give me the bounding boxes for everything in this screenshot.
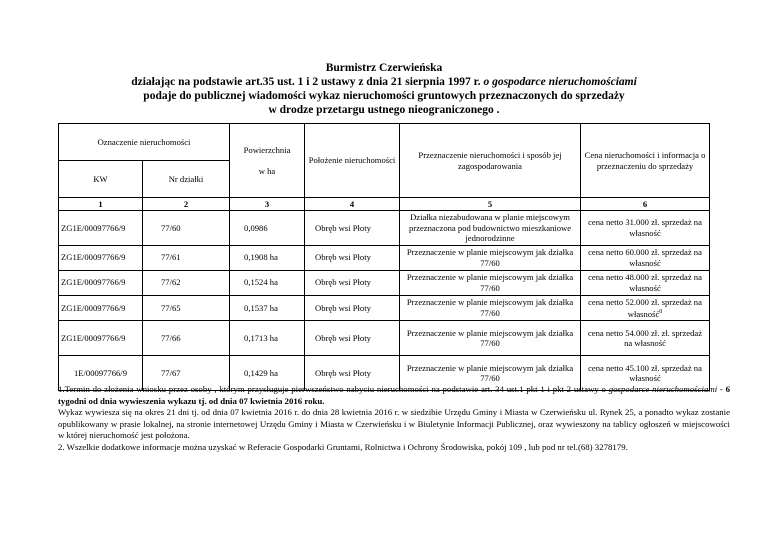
table-row (59, 245, 710, 270)
cell-cena-sup: 0 (659, 309, 663, 315)
property-table (58, 123, 710, 391)
header-powierzchnia-unit: w ha (258, 165, 276, 176)
header-powierzchnia (230, 124, 305, 198)
note-1-separator: - (717, 384, 726, 394)
cell-nr: 77/65 (143, 295, 230, 321)
cell-powierzchnia: 0,1908 ha (230, 245, 305, 270)
cell-polozenie: Obręb wsi Płoty (305, 245, 400, 270)
cell-cena (581, 295, 710, 321)
cell-polozenie: Obręb wsi Płoty (305, 211, 400, 246)
note-posting: Wykaz wywiesza się na okres 21 dni tj. od dnia 07 kwietnia 2016 r. do dnia 28 kwietnia 2016 r. w siedzibie Urzędu Gminy i Miasta w Czerwieńsku ul. Rynek 25, a ponadto wykaz zostanie opublikowany w prasie lokalnej, na stronie internetowej Urzędu Gminy i Miasta w Czerwieńsku i w Biuletynie Informacji Publicznej, oraz wywieszony na tablicy ogłoszeń w miejscowości w której nieruchomość jest położona. (58, 407, 730, 440)
title-line-2-act: o gospodarce nieruchomościami (483, 76, 637, 88)
cell-cena: cena netto 54.000 zł. zł. sprzedaż na własność (581, 321, 710, 356)
cell-cena: cena netto 48.000 zł. sprzedaż na własność (581, 270, 710, 295)
cell-przeznaczenie: Działka niezabudowana w planie miejscowym przeznaczona pod budownictwo mieszkaniowe jednorodzinne (400, 211, 581, 246)
column-number: 1 (59, 198, 143, 211)
table-row (59, 270, 710, 295)
header-polozenie: Położenie nieruchomości (305, 124, 400, 198)
cell-kw: ZG1E/00097766/9 (59, 245, 143, 270)
note-1 (58, 384, 730, 407)
header-przeznaczenie: Przeznaczenie nieruchomości i sposób jej zagospodarowania (400, 124, 581, 198)
cell-cena: cena netto 45.100 zł. sprzedaż na własność (581, 356, 710, 391)
column-number: 6 (581, 198, 710, 211)
cell-kw: ZG1E/00097766/9 (59, 321, 143, 356)
column-number: 2 (143, 198, 230, 211)
column-number: 3 (230, 198, 305, 211)
cell-przeznaczenie: Przeznaczenie w planie miejscowym jak działka 77/60 (400, 270, 581, 295)
title-line-2-text: działając na podstawie art.35 ust. 1 i 2 ustawy z dnia 21 sierpnia 1997 r. (131, 76, 481, 88)
cell-polozenie: Obręb wsi Płoty (305, 321, 400, 356)
header-oznaczenie: Oznaczenie nieruchomości (59, 124, 230, 161)
cell-nr: 77/60 (143, 211, 230, 246)
table-row (59, 321, 710, 356)
cell-nr: 77/62 (143, 270, 230, 295)
cell-nr: 77/66 (143, 321, 230, 356)
note-1-text: 1.Termin do złożenia wniosku przez osoby , którym przysługuje pierwszeństwo nabyciu nieruchomości na podstawie art. 34 ust.1 pkt 1 i pkt 2 ustawy o (58, 384, 606, 394)
notes (58, 384, 730, 453)
table-row (59, 211, 710, 246)
note-1-act: gospodarce nieruchomościami (608, 384, 718, 394)
cell-cena-text: cena netto 52.000 zł. sprzedaż na własność (588, 296, 702, 319)
header-nr-dzialki: Nr działki (143, 161, 230, 198)
cell-cena: cena netto 31.000 zł. sprzedaż na własność (581, 211, 710, 246)
title-line-4: w drodze przetargu ustnego nieograniczonego . (268, 104, 500, 116)
header-cena: Cena nieruchomości i informacja o przeznaczeniu do sprzedaży (581, 124, 710, 198)
cell-przeznaczenie: Przeznaczenie w planie miejscowym jak działka 77/60 (400, 245, 581, 270)
cell-kw: ZG1E/00097766/9 (59, 295, 143, 321)
document-title (0, 61, 768, 117)
cell-nr: 77/67 (143, 356, 230, 391)
header-kw: KW (59, 161, 143, 198)
cell-polozenie: Obręb wsi Płoty (305, 270, 400, 295)
cell-kw: ZG1E/00097766/9 (59, 211, 143, 246)
column-number-row (59, 198, 710, 211)
cell-polozenie: Obręb wsi Płoty (305, 356, 400, 391)
table-row (59, 295, 710, 321)
cell-powierzchnia: 0,0986 (230, 211, 305, 246)
cell-kw: 1E/00097766/9 (59, 356, 143, 391)
cell-kw: ZG1E/00097766/9 (59, 270, 143, 295)
cell-powierzchnia: 0,1524 ha (230, 270, 305, 295)
header-powierzchnia-label: Powierzchnia (243, 145, 291, 155)
column-number: 4 (305, 198, 400, 211)
cell-powierzchnia: 0,1429 ha (230, 356, 305, 391)
cell-powierzchnia: 0,1537 ha (230, 295, 305, 321)
title-line-3: podaje do publicznej wiadomości wykaz nieruchomości gruntowych przeznaczonych do sprzedaży (143, 90, 625, 102)
header-row (59, 124, 710, 161)
cell-polozenie: Obręb wsi Płoty (305, 295, 400, 321)
title-line-2 (0, 75, 768, 89)
title-line-1: Burmistrz Czerwieńska (325, 62, 443, 74)
cell-przeznaczenie: Przeznaczenie w planie miejscowym jak działka 77/60 (400, 356, 581, 391)
note-1-deadline: 6 tygodni od dnia wywieszenia wykazu tj. od dnia 07 kwietnia 2016 roku. (58, 384, 731, 406)
cell-powierzchnia: 0,1713 ha (230, 321, 305, 356)
cell-przeznaczenie: Przeznaczenie w planie miejscowym jak działka 77/60 (400, 321, 581, 356)
cell-nr: 77/61 (143, 245, 230, 270)
cell-przeznaczenie: Przeznaczenie w planie miejscowym jak działka 77/60 (400, 295, 581, 321)
note-2: 2. Wszelkie dodatkowe informacje można uzyskać w Referacie Gospodarki Gruntami, Rolnictwa i Ochrony Środowiska, pokój 109 , lub pod nr tel.(68) 3278179. (58, 441, 628, 452)
column-number: 5 (400, 198, 581, 211)
cell-cena: cena netto 60.000 zł. sprzedaż na własność (581, 245, 710, 270)
